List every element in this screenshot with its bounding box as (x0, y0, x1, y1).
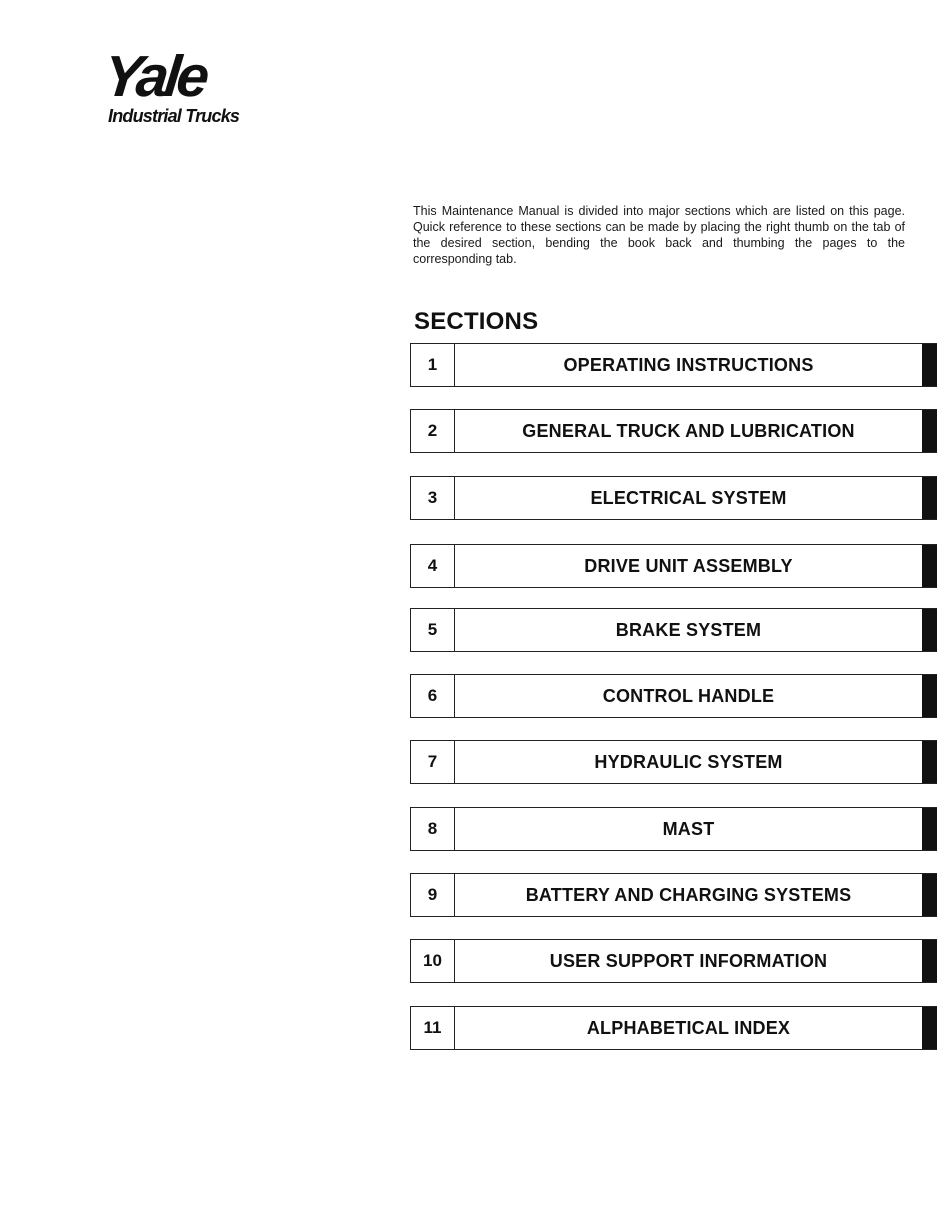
section-title: DRIVE UNIT ASSEMBLY (584, 555, 793, 576)
section-title: OPERATING INSTRUCTIONS (563, 354, 814, 375)
section-number: 8 (411, 808, 455, 850)
section-number: 3 (411, 477, 455, 519)
thumb-tab-marker (922, 1007, 937, 1049)
section-number: 2 (411, 410, 455, 452)
section-title: USER SUPPORT INFORMATION (549, 950, 828, 971)
thumb-tab-marker (922, 675, 937, 717)
section-title: ALPHABETICAL INDEX (586, 1017, 791, 1038)
logo-subtitle: Industrial Trucks (108, 106, 240, 126)
section-title: HYDRAULIC SYSTEM (594, 751, 783, 772)
section-tab-1[interactable] (410, 343, 937, 387)
section-tab-4[interactable] (410, 544, 937, 588)
section-number: 9 (411, 874, 455, 916)
intro-paragraph: This Maintenance Manual is divided into major sections which are listed on this page. Quick reference to these sections can be made by placing the right thumb on the tab of the desired section, bending the book back and thumbing the pages to the corresponding tab. (413, 203, 905, 266)
logo-wordmark: Yale (100, 44, 209, 109)
section-tab-5[interactable] (410, 608, 937, 652)
section-number: 4 (411, 545, 455, 587)
thumb-tab-marker (922, 477, 937, 519)
section-tab-2[interactable] (410, 409, 937, 453)
section-number: 1 (411, 344, 455, 386)
section-number: 7 (411, 741, 455, 783)
section-title: CONTROL HANDLE (602, 685, 775, 706)
section-tab-6[interactable] (410, 674, 937, 718)
thumb-tab-marker (922, 940, 937, 982)
thumb-tab-marker (922, 410, 937, 452)
section-tab-11[interactable] (410, 1006, 937, 1050)
thumb-tab-marker (922, 808, 937, 850)
section-tab-3[interactable] (410, 476, 937, 520)
thumb-tab-marker (922, 609, 937, 651)
section-tab-9[interactable] (410, 873, 937, 917)
sections-heading: SECTIONS (414, 308, 539, 335)
section-tab-7[interactable] (410, 740, 937, 784)
section-title: BRAKE SYSTEM (615, 619, 762, 640)
section-tab-8[interactable] (410, 807, 937, 851)
section-title: GENERAL TRUCK AND LUBRICATION (522, 420, 855, 441)
section-title: MAST (662, 818, 715, 839)
section-tab-10[interactable] (410, 939, 937, 983)
section-title: ELECTRICAL SYSTEM (590, 487, 787, 508)
thumb-tab-marker (922, 545, 937, 587)
thumb-tab-marker (922, 344, 937, 386)
section-number: 5 (411, 609, 455, 651)
section-title: BATTERY AND CHARGING SYSTEMS (525, 884, 852, 905)
section-number: 10 (411, 940, 455, 982)
thumb-tab-marker (922, 741, 937, 783)
thumb-tab-marker (922, 874, 937, 916)
section-number: 6 (411, 675, 455, 717)
yale-logo (100, 44, 274, 126)
section-number: 11 (411, 1007, 455, 1049)
